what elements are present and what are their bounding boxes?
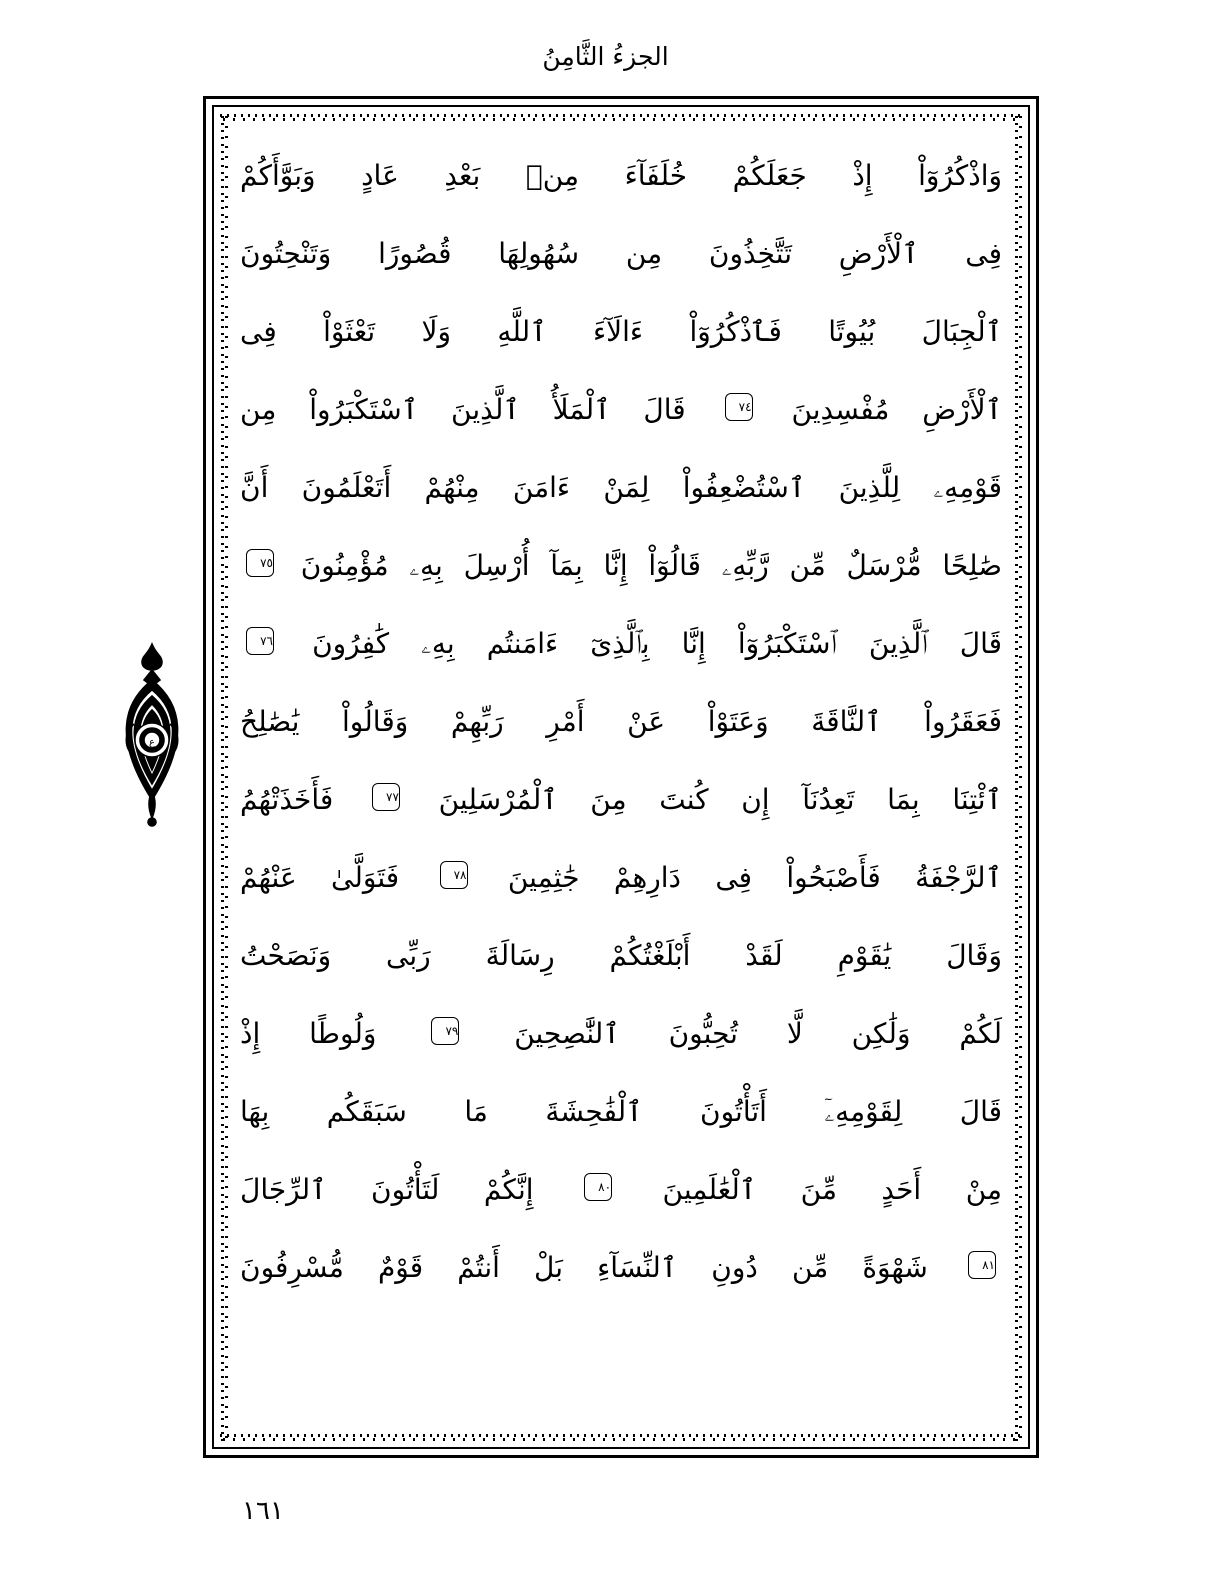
page-number: ١٦١ xyxy=(242,1496,284,1526)
line-text: وَقَالَ يَٰقَوْمِ لَقَدْ أَبْلَغْتُكُمْ رِسَالَةَ رَبِّى وَنَصَحْتُ xyxy=(240,939,1002,972)
line-text: فِى ٱلْأَرْضِ تَتَّخِذُونَ مِن سُهُولِهَا قُصُورًا وَتَنْحِتُونَ xyxy=(240,237,1002,270)
page-border-outer xyxy=(203,96,1039,1458)
line-text-continued: فَأَخَذَتْهُمُ xyxy=(240,783,334,816)
border-braid-right-icon xyxy=(1011,113,1025,1441)
line-text-continued: قَالَ ٱلْمَلَأُ ٱلَّذِينَ ٱسْتَكْبَرُواْ مِن xyxy=(240,393,686,426)
quran-line xyxy=(240,839,1002,917)
border-braid-bottom-icon xyxy=(220,1430,1022,1444)
verse-number-marker: ٧٤ xyxy=(725,393,753,421)
quran-line xyxy=(240,215,1002,293)
medallion-inner-label: ع xyxy=(149,737,155,748)
line-text-continued: إِنَّكُمْ لَتَأْتُونَ ٱلرِّجَالَ xyxy=(240,1173,534,1206)
line-text: شَهْوَةً مِّن دُونِ ٱلنِّسَآءِ بَلْ أَنتُمْ قَوْمٌ مُّسْرِفُونَ xyxy=(240,1251,928,1284)
quran-line xyxy=(240,605,1002,683)
verse-number-marker: ٨١ xyxy=(968,1251,996,1279)
line-text: ٱلْجِبَالَ بُيُوتًا فَٱذْكُرُوٓاْ ءَالَآءَ ٱللَّهِ وَلَا تَعْثَوْاْ فِى xyxy=(240,315,1002,348)
hizb-medallion-icon xyxy=(104,640,200,830)
line-text: قَوْمِهِۦ لِلَّذِينَ ٱسْتُضْعِفُواْ لِمَنْ ءَامَنَ مِنْهُمْ أَتَعْلَمُونَ أَنَّ xyxy=(240,471,1002,504)
line-text: ٱئْتِنَا بِمَا تَعِدُنَآ إِن كُنتَ مِنَ ٱلْمُرْسَلِينَ xyxy=(438,783,1002,816)
line-text-continued: فَتَوَلَّىٰ عَنْهُمْ xyxy=(240,861,400,894)
verse-number-marker: ٨٠ xyxy=(584,1173,612,1201)
line-text: فَعَقَرُواْ ٱلنَّاقَةَ وَعَتَوْاْ عَنْ أَمْرِ رَبِّهِمْ وَقَالُواْ يَٰصَٰلِحُ xyxy=(240,705,1002,738)
line-text: ٱلْأَرْضِ مُفْسِدِينَ xyxy=(791,393,1003,426)
line-text: صَٰلِحًا مُّرْسَلٌ مِّن رَّبِّهِۦ قَالُوٓاْ إِنَّا بِمَآ أُرْسِلَ بِهِۦ مُؤْمِنُونَ xyxy=(300,549,1002,582)
quran-line xyxy=(240,761,1002,839)
quran-line xyxy=(240,137,1002,215)
verse-number-marker: ٧٧ xyxy=(372,783,400,811)
verse-number-marker: ٧٦ xyxy=(246,627,274,655)
quran-line xyxy=(240,683,1002,761)
border-braid-left-icon xyxy=(217,113,231,1441)
line-text: قَالَ ٱلَّذِينَ ٱسْتَكْبَرُوٓاْ إِنَّا بِٱلَّذِىٓ ءَامَنتُم بِهِۦ كَٰفِرُونَ xyxy=(312,627,1002,660)
quran-line xyxy=(240,917,1002,995)
quran-line xyxy=(240,449,1002,527)
border-braid-top-icon xyxy=(220,110,1022,124)
quran-line xyxy=(240,1151,1002,1229)
juz-header-title: الجزءُ الثَّامِنُ xyxy=(542,42,669,71)
verse-number-marker: ٧٨ xyxy=(440,861,468,889)
verse-number-marker: ٧٩ xyxy=(431,1017,459,1045)
quran-line xyxy=(240,1073,1002,1151)
quran-line xyxy=(240,371,1002,449)
page-border-inner xyxy=(212,105,1030,1449)
line-text: قَالَ لِقَوْمِهِۦٓ أَتَأْتُونَ ٱلْفَٰحِشَةَ مَا سَبَقَكُم بِهَا xyxy=(240,1095,1002,1128)
line-text: مِنْ أَحَدٍ مِّنَ ٱلْعَٰلَمِينَ xyxy=(662,1173,1003,1206)
quran-line xyxy=(240,995,1002,1073)
verse-number-marker: ٧٥ xyxy=(246,549,274,577)
quran-line xyxy=(240,527,1002,605)
line-text-continued: وَلُوطًا إِذْ xyxy=(240,1017,377,1050)
line-text: لَكُمْ وَلَٰكِن لَّا تُحِبُّونَ ٱلنَّٰصِحِينَ xyxy=(514,1017,1002,1050)
line-text: وَاذْكُرُوٓاْ إِذْ جَعَلَكُمْ خُلَفَآءَ مِنۢ بَعْدِ عَادٍ وَبَوَّأَكُمْ xyxy=(240,159,1002,192)
quran-line xyxy=(240,1229,1002,1307)
quran-line xyxy=(240,293,1002,371)
quran-text-block xyxy=(240,137,1002,1421)
line-text: ٱلرَّجْفَةُ فَأَصْبَحُواْ فِى دَارِهِمْ جَٰثِمِينَ xyxy=(507,861,1002,894)
